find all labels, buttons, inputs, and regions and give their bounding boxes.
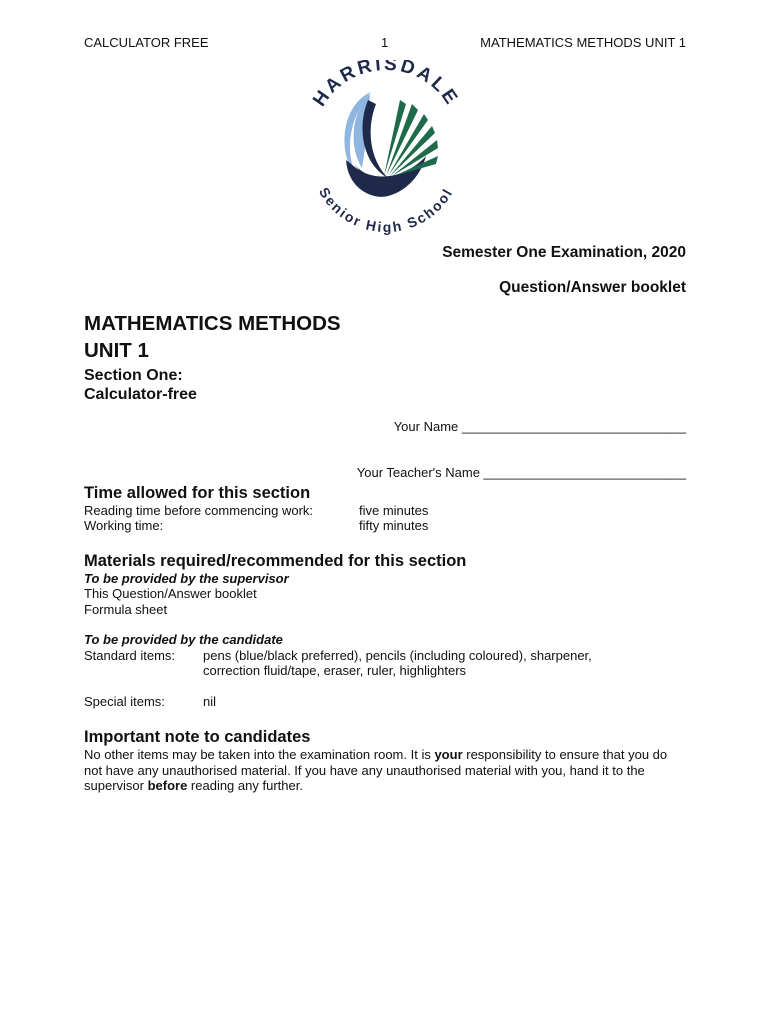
standard-items-line1: pens (blue/black preferred), pencils (including coloured), sharpener, <box>203 648 592 663</box>
your-name-field: Your Name _______________________________ <box>393 419 686 434</box>
supervisor-item: This Question/Answer booklet <box>84 586 257 601</box>
logo-bottom-text: Senior High School <box>315 184 457 235</box>
course-title-line1: MATHEMATICS METHODS <box>84 312 341 335</box>
standard-items-label: Standard items: <box>84 648 176 663</box>
header-right: MATHEMATICS METHODS UNIT 1 <box>480 35 686 50</box>
exam-title: Semester One Examination, 2020 <box>442 244 686 261</box>
supervisor-heading: To be provided by the supervisor <box>84 571 289 586</box>
note-paragraph: No other items may be taken into the examination room. It is your responsibility to ensure that you do not have any unauthorised material. If you have any unauthorised material with you, hand it to the supervisor before reading any further. <box>84 747 668 793</box>
section-title-line2: Calculator-free <box>84 386 197 403</box>
working-time-value: fifty minutes <box>359 518 429 533</box>
school-crest-icon <box>296 60 476 235</box>
standard-items-line2: correction fluid/tape, eraser, ruler, highlighters <box>203 663 467 678</box>
course-title-line2: UNIT 1 <box>84 339 149 362</box>
special-items-value: nil <box>203 694 217 709</box>
supervisor-item: Formula sheet <box>84 602 168 617</box>
candidate-heading: To be provided by the candidate <box>84 632 283 647</box>
materials-heading: Materials required/recommended for this section <box>84 552 467 570</box>
reading-time-value: five minutes <box>359 503 429 518</box>
section-title-line1: Section One: <box>84 367 183 384</box>
header-page-number: 1 <box>381 35 389 50</box>
logo-top-text: HARRISDALE <box>309 60 463 111</box>
working-time-label: Working time: <box>84 518 164 533</box>
booklet-title: Question/Answer booklet <box>499 279 686 296</box>
school-logo <box>296 60 476 235</box>
special-items-label: Special items: <box>84 694 165 709</box>
teacher-name-field: Your Teacher's Name ____________________________ <box>356 465 686 480</box>
note-heading: Important note to candidates <box>84 728 311 746</box>
time-heading: Time allowed for this section <box>84 484 311 502</box>
header-left: CALCULATOR FREE <box>84 35 209 50</box>
reading-time-label: Reading time before commencing work: <box>84 503 314 518</box>
